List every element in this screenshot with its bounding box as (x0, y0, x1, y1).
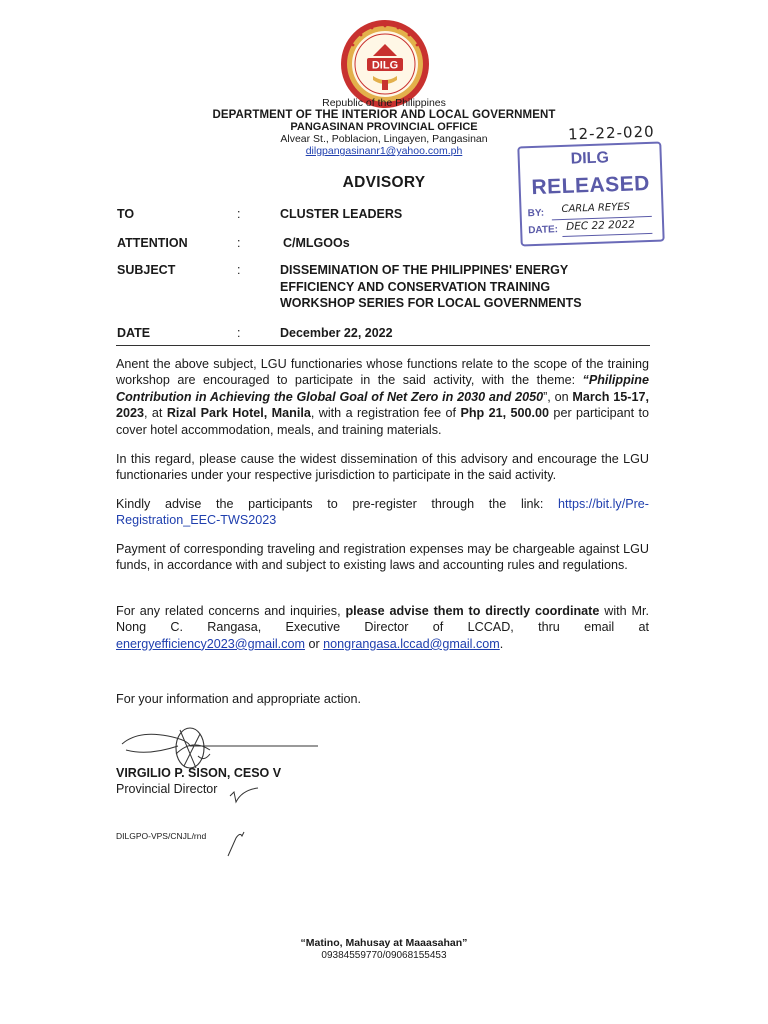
paragraph-2: In this regard, please cause the widest dissemination of this advisory and encourage the LGU functionaries under your respective jurisdiction to participate in the said activity. (116, 452, 649, 483)
footer-phones: 09384559770/09068155453 (321, 950, 447, 961)
stamp-agency: DILG (570, 149, 610, 168)
reference-code: DILGPO-VPS/CNJL/rnd (116, 831, 207, 841)
republic-line: Republic of the Philippines (322, 97, 446, 109)
to-label: TO (117, 207, 135, 221)
p1-text-b: ”, on (543, 389, 573, 404)
registration-link[interactable]: https://bit.ly/Pre-Registration_EEC-TWS2023 (116, 497, 649, 528)
p1-text-d: , with a registration fee of (310, 406, 461, 421)
stamp-by-value: CARLA REYES (561, 201, 631, 216)
stamp-handwritten-code: 12-22-020 (567, 122, 655, 144)
p1-text-e: per participant to cover hotel accommodation, meals, and training materials. (116, 406, 650, 437)
date-value: December 22, 2022 (280, 326, 393, 340)
paragraph-1 (116, 356, 649, 438)
p3-text: Kindly advise the participants to pre-register through the link: (116, 497, 558, 511)
initial-mark (228, 784, 260, 806)
signatory-name: VIRGILIO P. SISON, CESO V (116, 766, 282, 780)
stamp-date-value: DEC 22 2022 (565, 218, 636, 233)
stamp-date-label: DATE: (528, 224, 559, 237)
p1-text-a: Anent the above subject, LGU functionaries whose functions relate to the scope of the training workshop are encouraged to participate in the said activity, with the theme: (116, 357, 649, 388)
p5-text-c: or (304, 636, 324, 651)
p5-text-d: . (499, 636, 504, 651)
p1-venue: Rizal Park Hotel, Manila (166, 406, 311, 421)
attention-value: C/MLGOOs (283, 236, 350, 250)
office-email-link[interactable]: dilgpangasinanr1@yahoo.com.ph (305, 145, 463, 157)
paragraph-3 (116, 496, 649, 529)
p1-text-c: , at (144, 406, 167, 421)
p1-theme: “Philippine Contribution in Achieving the Global Goal of Net Zero in 2030 and 2050 (116, 373, 649, 404)
office-address: Alvear St., Poblacion, Lingayen, Pangasinan (280, 133, 488, 145)
svg-text:DILG: DILG (371, 59, 399, 72)
footer-motto: “Matino, Mahusay at Maaasahan” (300, 937, 468, 949)
stamp-by-label: BY: (527, 207, 545, 220)
document-title: ADVISORY (342, 174, 426, 191)
email-link-energy[interactable]: energyefficiency2023@gmail.com (116, 636, 305, 651)
initial-mark-ref (224, 824, 246, 858)
paragraph-5 (116, 603, 649, 652)
subject-label: SUBJECT (117, 263, 176, 277)
email-link-rangasa[interactable]: nongrangasa.lccad@gmail.com (323, 636, 500, 651)
to-value: CLUSTER LEADERS (280, 207, 403, 221)
p5-text-a: For any related concerns and inquiries, (116, 604, 346, 618)
released-stamp (517, 142, 664, 247)
divider (116, 345, 650, 346)
p1-fee: Php 21, 500.00 (460, 406, 550, 421)
date-label: DATE (117, 326, 151, 340)
subject-value: DISSEMINATION OF THE PHILIPPINES' ENERGY EFFICIENCY AND CONSERVATION TRAINING WORKSHOP SERIES FOR LOCAL GOVERNMENTS (280, 263, 582, 310)
stamp-date-line (562, 233, 652, 237)
p5-text-b: with Mr. Nong C. Rangasa, Executive Director of LCCAD, thru email at (116, 604, 649, 635)
stamp-status: RELEASED (531, 171, 651, 200)
signatory-position: Provincial Director (116, 782, 218, 796)
paragraph-4: Payment of corresponding traveling and registration expenses may be chargeable against LGU funds, in accordance with and subject to existing laws and accounting rules and regulations. (116, 542, 649, 573)
attention-colon: : (237, 236, 241, 250)
subject-colon: : (237, 263, 241, 277)
office-name: PANGASINAN PROVINCIAL OFFICE (290, 121, 478, 133)
closing-line: For your information and appropriate action. (116, 692, 362, 706)
p5-bold: please advise them to directly coordinate (345, 604, 600, 618)
date-colon: : (237, 326, 241, 340)
p1-dates: March 15-17, 2023 (116, 389, 649, 421)
attention-label: ATTENTION (117, 236, 188, 250)
to-colon: : (237, 207, 241, 221)
department-name: DEPARTMENT OF THE INTERIOR AND LOCAL GOVERNMENT (212, 109, 556, 121)
